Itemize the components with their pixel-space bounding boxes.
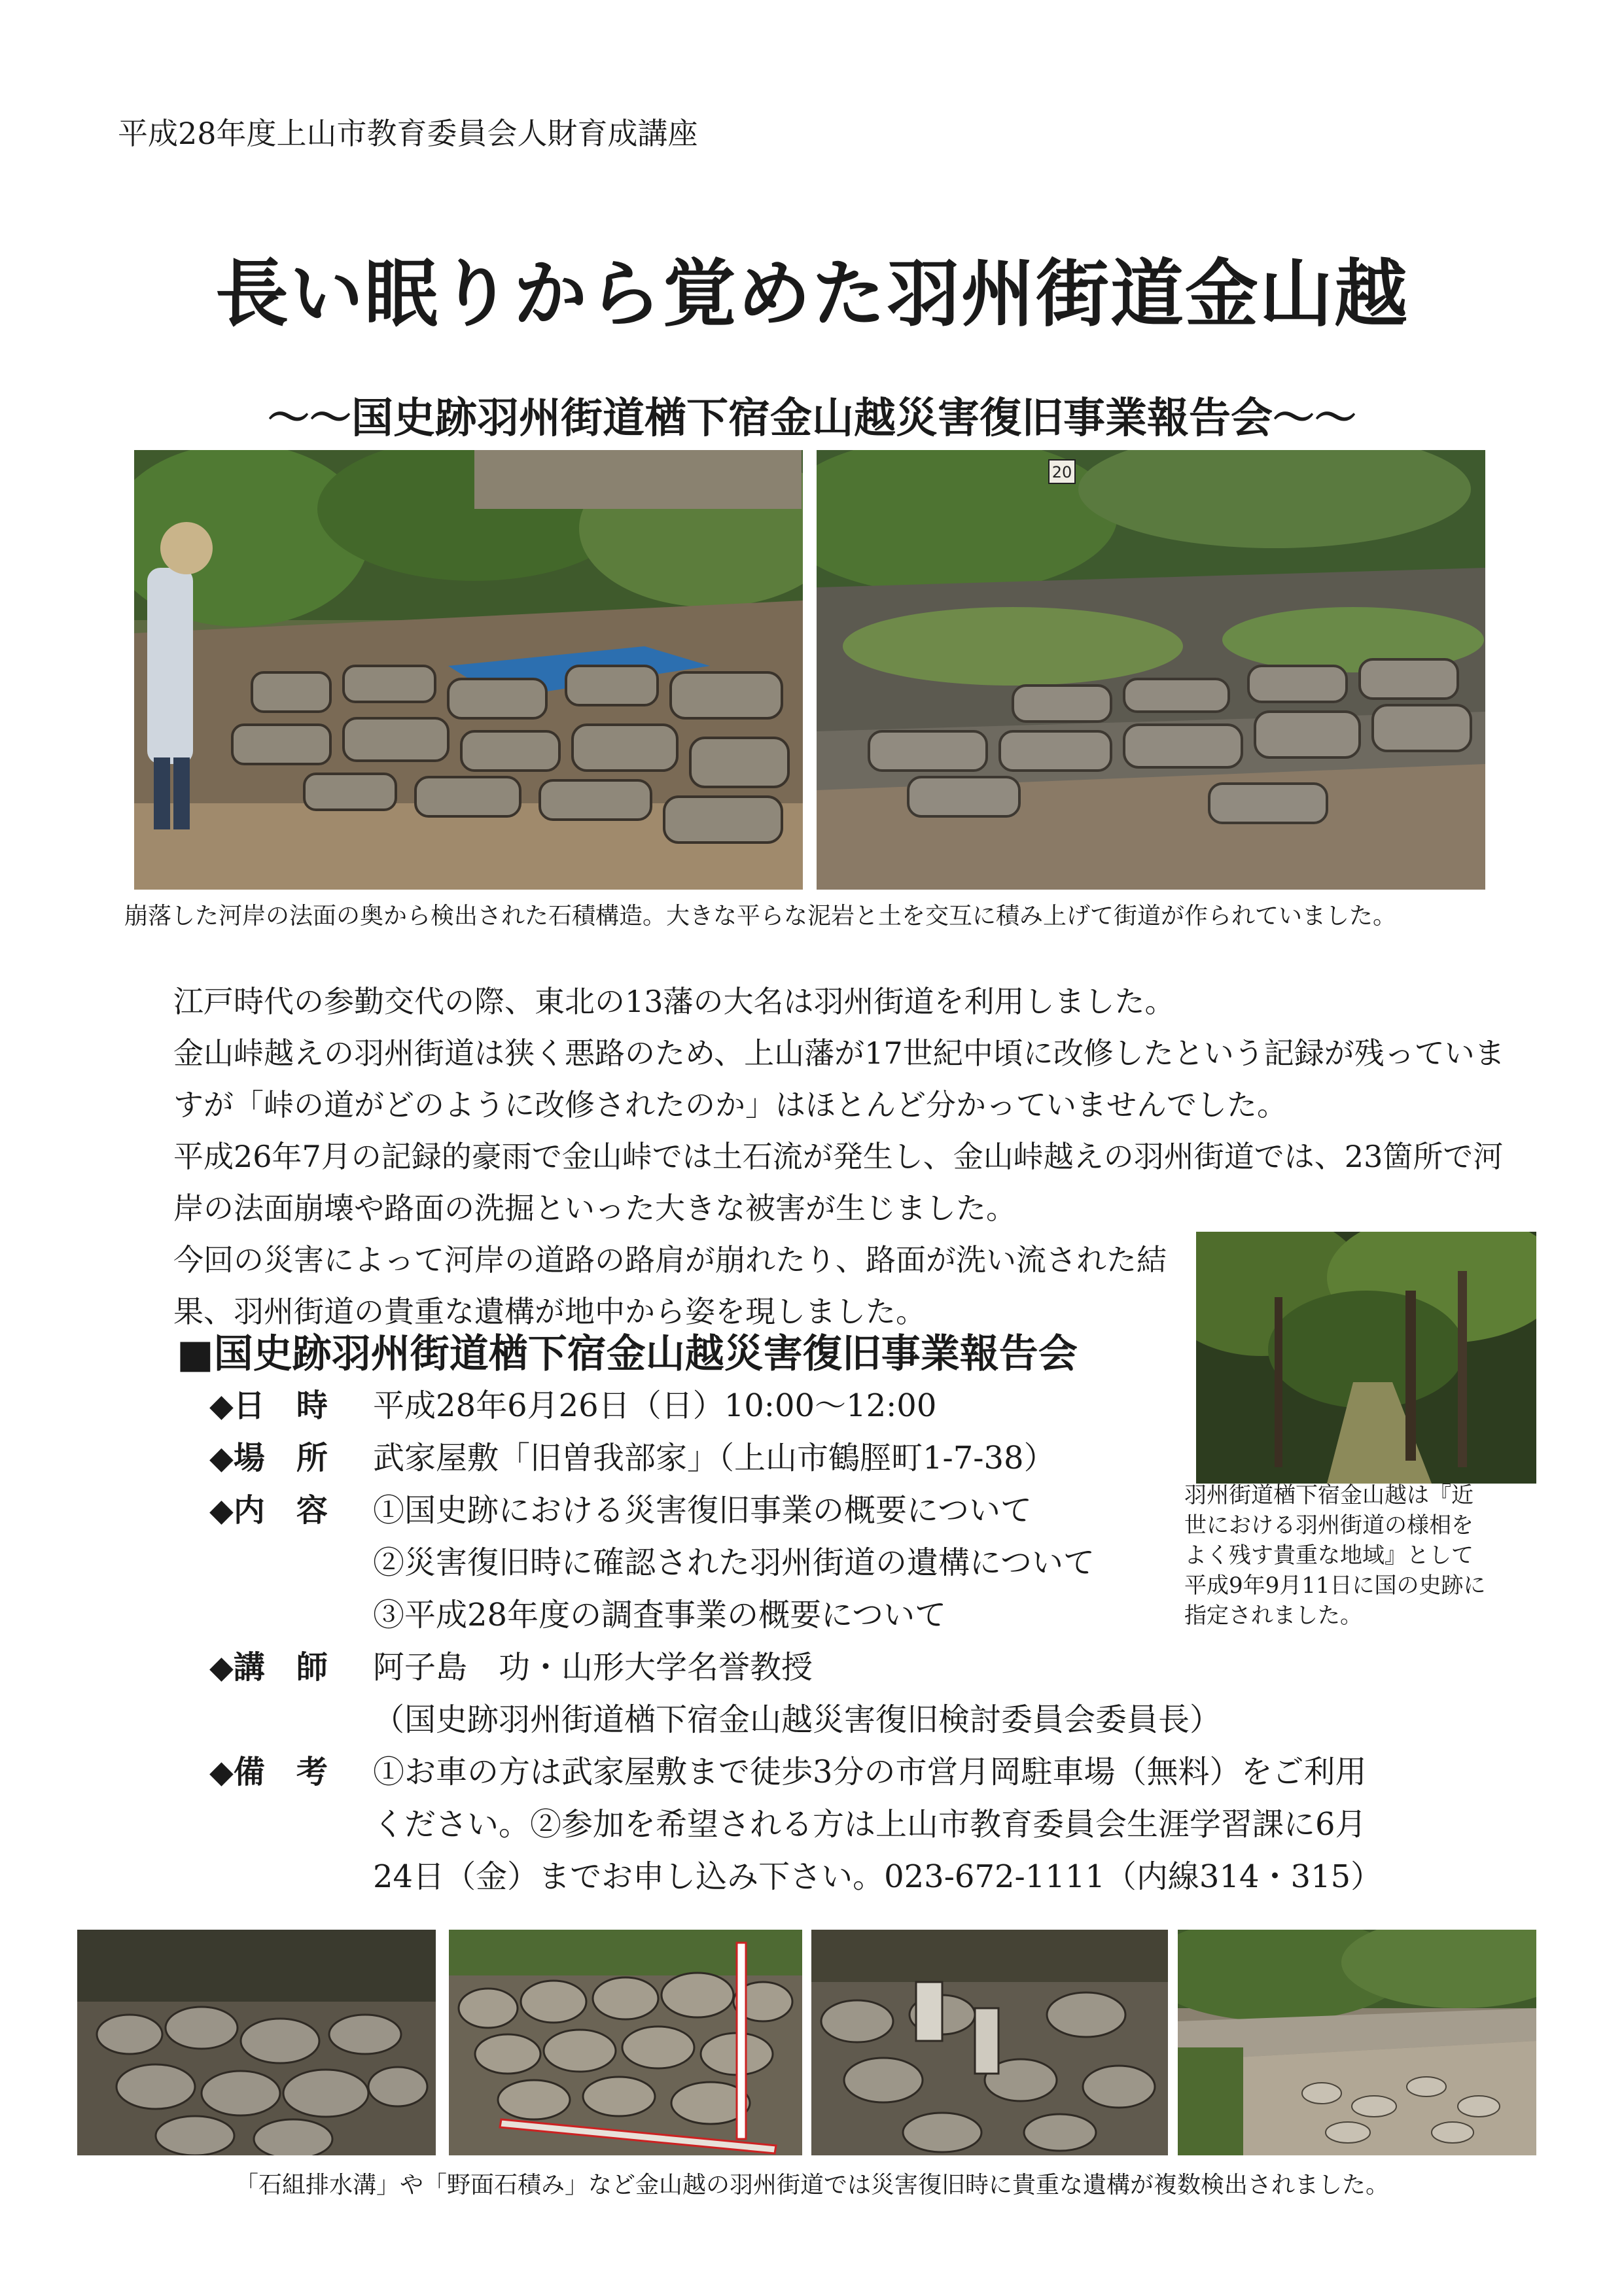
series-label: 平成28年度上山市教育委員会人財育成講座: [118, 116, 698, 151]
notes-row: [209, 1747, 1367, 1792]
intro-paragraph: 今回の災害によって河岸の道路の路肩が崩れたり、路面が洗い流された結果、羽州街道の貴重な遺構が地中から姿を現しました。: [173, 1242, 1167, 1329]
content-item: ③平成28年度の調査事業の概要について: [373, 1597, 947, 1633]
content-item: ①国史跡における災害復旧事業の概要について: [373, 1492, 1033, 1529]
content-row: [209, 1485, 1032, 1530]
top-photos-caption: 崩落した河岸の法面の奥から検出された石積構造。大きな平らな泥岩と土を交互に積み上げて街道が作られていました。: [124, 903, 1397, 930]
lecturer-value: 阿子島 功・山形大学名誉教授: [373, 1649, 813, 1686]
notes-line: ください。②参加を希望される方は上山市教育委員会生涯学習課に6月: [373, 1806, 1367, 1843]
notes-label: ◆備 考: [209, 1754, 328, 1790]
side-caption-line: よく残す貴重な地域』として: [1184, 1542, 1474, 1569]
place-label: ◆場 所: [209, 1440, 328, 1476]
side-caption-line: 世における羽州街道の様相を: [1184, 1512, 1474, 1539]
content-label: ◆内 容: [209, 1492, 328, 1529]
intro-paragraph: 金山峠越えの羽州街道は狭く悪路のため、上山藩が17世紀中頃に改修したという記録が残っていますが「峠の道がどのように改修されたのか」はほとんど分かっていませんでした。: [173, 1035, 1505, 1122]
bottom-photos-caption: 「石組排水溝」や「野面石積み」など金山越の羽州街道では災害復旧時に貴重な遺構が複数検出されました。: [234, 2172, 1389, 2199]
restored-road-photo: [1178, 1930, 1536, 2155]
date-label: ◆日 時: [209, 1387, 328, 1424]
forest-path-photo: [1196, 1232, 1536, 1484]
stone-wall-photo-right: [817, 450, 1485, 890]
place-value: 武家屋敷「旧曽我部家」（上山市鶴脛町1-7-38）: [373, 1440, 1055, 1476]
side-photo-caption: [1184, 1480, 1551, 1631]
content-item: ②災害復旧時に確認された羽州街道の遺構について: [373, 1544, 1095, 1581]
stone-wall-scale-photo: [449, 1930, 802, 2155]
event-section-title: ■国史跡羽州街道楢下宿金山越災害復旧事業報告会: [177, 1331, 1078, 1377]
lecturer-note: （国史跡羽州街道楢下宿金山越災害復旧検討委員会委員長）: [373, 1701, 1222, 1738]
lecturer-row: [209, 1642, 813, 1687]
drainage-ditch-photo: [77, 1930, 436, 2155]
survey-marker-label: 20: [1051, 463, 1072, 481]
date-row: [209, 1380, 936, 1425]
notes-line: ①お車の方は武家屋敷まで徒歩3分の市営月岡駐車場（無料）をご利用: [373, 1754, 1367, 1790]
page-subtitle: 〜〜国史跡羽州街道楢下宿金山越災害復旧事業報告会〜〜: [268, 394, 1356, 443]
intro-paragraph: 江戸時代の参勤交代の際、東北の13藩の大名は羽州街道を利用しました。: [173, 984, 1175, 1019]
page-title: 長い眠りから覚めた羽州街道金山越: [215, 251, 1409, 337]
side-caption-line: 指定されました。: [1184, 1603, 1362, 1629]
side-caption-line: 羽州街道楢下宿金山越は『近: [1184, 1482, 1474, 1508]
lecturer-label: ◆講 師: [209, 1649, 328, 1686]
stone-drain-photo: [811, 1930, 1168, 2155]
date-value: 平成28年6月26日（日）10:00〜12:00: [373, 1387, 937, 1424]
intro-paragraph: 平成26年7月の記録的豪雨で金山峠では土石流が発生し、金山峠越えの羽州街道では、23箇所で河岸の法面崩壊や路面の洗掘といった大きな被害が生じました。: [173, 1139, 1504, 1226]
side-caption-line: 平成9年9月11日に国の史跡に: [1184, 1573, 1486, 1599]
notes-line: 24日（金）までお申し込み下さい。023-672-1111（内線314・315）: [373, 1858, 1383, 1895]
place-row: [209, 1433, 1055, 1478]
stone-wall-photo-left: [134, 450, 803, 890]
